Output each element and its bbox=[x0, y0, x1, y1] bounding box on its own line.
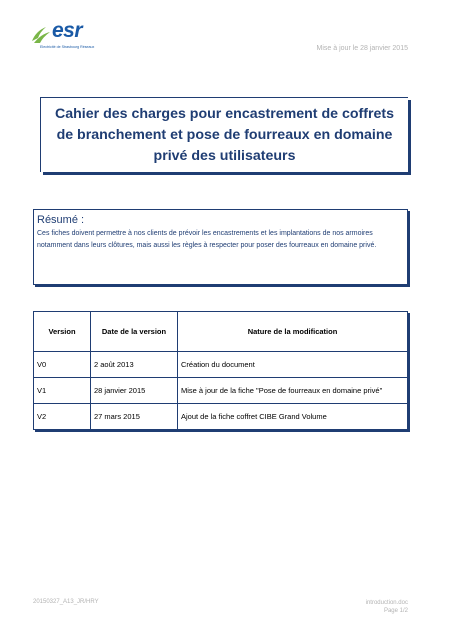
summary-box bbox=[33, 209, 408, 285]
footer-reference: 20150327_A13_JR/HRY bbox=[33, 599, 99, 605]
footer-filename: introduction.doc bbox=[365, 600, 408, 606]
footer-file-info bbox=[366, 599, 408, 615]
logo-tagline: Electricité de Strasbourg Réseaux bbox=[40, 45, 95, 49]
table-cell: 27 mars 2015 bbox=[91, 404, 178, 430]
table-cell: V0 bbox=[34, 352, 91, 378]
column-header: Date de la version bbox=[91, 312, 178, 352]
table-cell: V1 bbox=[34, 378, 91, 404]
table-cell: 2 août 2013 bbox=[91, 352, 178, 378]
table-row bbox=[34, 352, 408, 378]
table-row bbox=[34, 378, 408, 404]
table-cell: Ajout de la fiche coffret CIBE Grand Volume bbox=[178, 404, 408, 430]
column-header: Nature de la modification bbox=[178, 312, 408, 352]
logo-text: esr bbox=[52, 19, 83, 42]
version-table bbox=[33, 311, 408, 430]
table-cell: V2 bbox=[34, 404, 91, 430]
summary-title: Résumé : bbox=[37, 214, 85, 226]
document-title: Cahier des charges pour encastrement de coffrets de branchement et pose de fourreaux en domaine privé des utilisateurs bbox=[54, 105, 395, 164]
title-box bbox=[40, 97, 408, 172]
table-cell: 28 janvier 2015 bbox=[91, 378, 178, 404]
table-row bbox=[34, 404, 408, 430]
esr-logo bbox=[30, 19, 100, 51]
footer-page-number: Page 1/2 bbox=[383, 608, 408, 614]
table-cell: Mise à jour de la fiche "Pose de fourreaux en domaine privé" bbox=[178, 378, 408, 404]
summary-body: Ces fiches doivent permettre à nos clients de prévoir les encastrements et les implantations de nos armoires notamment dans leurs clôtures, mais aussi les règles à respecter pour poser des fourreaux en domaine privé. bbox=[37, 230, 377, 249]
logo-mark-icon bbox=[30, 23, 52, 45]
column-header: Version bbox=[34, 312, 91, 352]
table-cell: Création du document bbox=[178, 352, 408, 378]
table-header-row bbox=[34, 312, 408, 352]
header-date: Mise à jour le 28 janvier 2015 bbox=[316, 45, 408, 52]
